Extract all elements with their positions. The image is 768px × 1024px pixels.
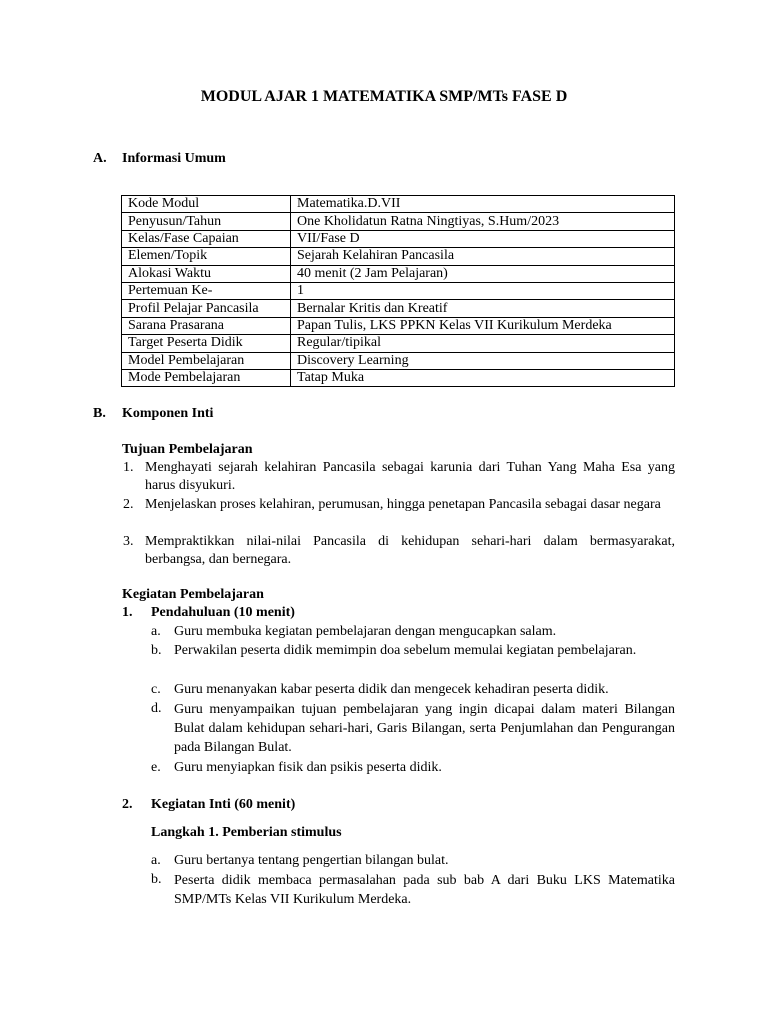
list-letter: c. bbox=[151, 682, 161, 697]
list-text: Perwakilan peserta didik memimpin doa sebelum memulai kegiatan pembelajaran. bbox=[174, 643, 637, 658]
table-row bbox=[122, 369, 675, 386]
table-value: Regular/tipikal bbox=[291, 335, 675, 352]
table-key: Alokasi Waktu bbox=[122, 265, 291, 282]
table-row bbox=[122, 317, 675, 334]
table-row bbox=[122, 196, 675, 213]
list-item bbox=[151, 759, 675, 777]
list-item bbox=[151, 642, 675, 660]
list-letter: b. bbox=[151, 872, 162, 887]
list-letter: a. bbox=[151, 853, 161, 868]
list-text: Peserta didik membaca permasalahan pada sub bab A dari Buku LKS Matematika SMP/MTs Kelas VII Kurikulum Merdeka. bbox=[174, 873, 675, 907]
list-text: Menjelaskan proses kelahiran, perumusan, hingga penetapan Pancasila sebagai dasar negara bbox=[145, 497, 661, 512]
list-item bbox=[151, 681, 675, 699]
list-item bbox=[151, 700, 675, 757]
list-text: Guru menanyakan kabar peserta didik dan mengecek kehadiran peserta didik. bbox=[174, 682, 609, 697]
tujuan-heading: Tujuan Pembelajaran bbox=[122, 442, 253, 457]
list-text: Guru menyiapkan fisik dan psikis peserta didik. bbox=[174, 760, 442, 775]
table-key: Elemen/Topik bbox=[122, 248, 291, 265]
list-number: 3. bbox=[123, 534, 134, 549]
table-row bbox=[122, 300, 675, 317]
table-value: VII/Fase D bbox=[291, 230, 675, 247]
list-text: Menghayati sejarah kelahiran Pancasila sebagai karunia dari Tuhan Yang Maha Esa yang harus disyukuri. bbox=[145, 460, 675, 493]
table-row bbox=[122, 335, 675, 352]
table-value: One Kholidatun Ratna Ningtiyas, S.Hum/2023 bbox=[291, 213, 675, 230]
table-row bbox=[122, 352, 675, 369]
table-value: Discovery Learning bbox=[291, 352, 675, 369]
list-text: Guru bertanya tentang pengertian bilangan bulat. bbox=[174, 853, 449, 868]
table-value: 40 menit (2 Jam Pelajaran) bbox=[291, 265, 675, 282]
section-a-heading: Informasi Umum bbox=[122, 151, 226, 166]
table-value: Papan Tulis, LKS PPKN Kelas VII Kurikulum Merdeka bbox=[291, 317, 675, 334]
list-item bbox=[151, 623, 675, 641]
list-item bbox=[123, 459, 675, 495]
inti-number: 2. bbox=[122, 797, 133, 812]
list-number: 1. bbox=[123, 460, 134, 475]
list-text: Mempraktikkan nilai-nilai Pancasila di kehidupan sehari-hari dalam bermasyarakat, berbangsa, dan bernegara. bbox=[145, 534, 675, 567]
table-row bbox=[122, 248, 675, 265]
list-letter: b. bbox=[151, 643, 162, 658]
table-value: Matematika.D.VII bbox=[291, 196, 675, 213]
pendahuluan-number: 1. bbox=[122, 605, 133, 620]
list-number: 2. bbox=[123, 497, 134, 512]
table-key: Pertemuan Ke- bbox=[122, 282, 291, 299]
table-key: Mode Pembelajaran bbox=[122, 369, 291, 386]
table-key: Penyusun/Tahun bbox=[122, 213, 291, 230]
list-letter: a. bbox=[151, 624, 161, 639]
table-row bbox=[122, 230, 675, 247]
table-value: Tatap Muka bbox=[291, 369, 675, 386]
langkah-heading: Langkah 1. Pemberian stimulus bbox=[151, 825, 342, 840]
table-key: Kode Modul bbox=[122, 196, 291, 213]
table-key: Target Peserta Didik bbox=[122, 335, 291, 352]
list-letter: d. bbox=[151, 701, 162, 716]
list-letter: e. bbox=[151, 760, 161, 775]
section-a-marker: A. bbox=[93, 151, 107, 166]
list-item bbox=[123, 533, 675, 569]
list-text: Guru membuka kegiatan pembelajaran dengan mengucapkan salam. bbox=[174, 624, 557, 639]
kegiatan-heading: Kegiatan Pembelajaran bbox=[122, 587, 264, 602]
list-item bbox=[151, 852, 675, 870]
pendahuluan-heading: Pendahuluan (10 menit) bbox=[151, 605, 295, 620]
table-row bbox=[122, 265, 675, 282]
table-value: 1 bbox=[291, 282, 675, 299]
info-table bbox=[121, 195, 675, 387]
document-title: MODUL AJAR 1 MATEMATIKA SMP/MTs FASE D bbox=[200, 88, 568, 105]
inti-heading: Kegiatan Inti (60 menit) bbox=[151, 797, 296, 812]
table-value: Sejarah Kelahiran Pancasila bbox=[291, 248, 675, 265]
section-b-marker: B. bbox=[93, 406, 106, 421]
section-b-heading: Komponen Inti bbox=[122, 406, 214, 421]
table-key: Sarana Prasarana bbox=[122, 317, 291, 334]
table-row bbox=[122, 213, 675, 230]
list-item bbox=[151, 871, 675, 909]
list-text: Guru menyampaikan tujuan pembelajaran yang ingin dicapai dalam materi Bilangan Bulat dalam kehidupan sehari-hari, Garis Bilangan, serta Penjumlahan dan Pengurangan pada Bilangan Bulat. bbox=[174, 702, 675, 755]
list-item bbox=[123, 496, 675, 514]
table-key: Model Pembelajaran bbox=[122, 352, 291, 369]
table-key: Kelas/Fase Capaian bbox=[122, 230, 291, 247]
table-key: Profil Pelajar Pancasila bbox=[122, 300, 291, 317]
table-row bbox=[122, 282, 675, 299]
table-value: Bernalar Kritis dan Kreatif bbox=[291, 300, 675, 317]
